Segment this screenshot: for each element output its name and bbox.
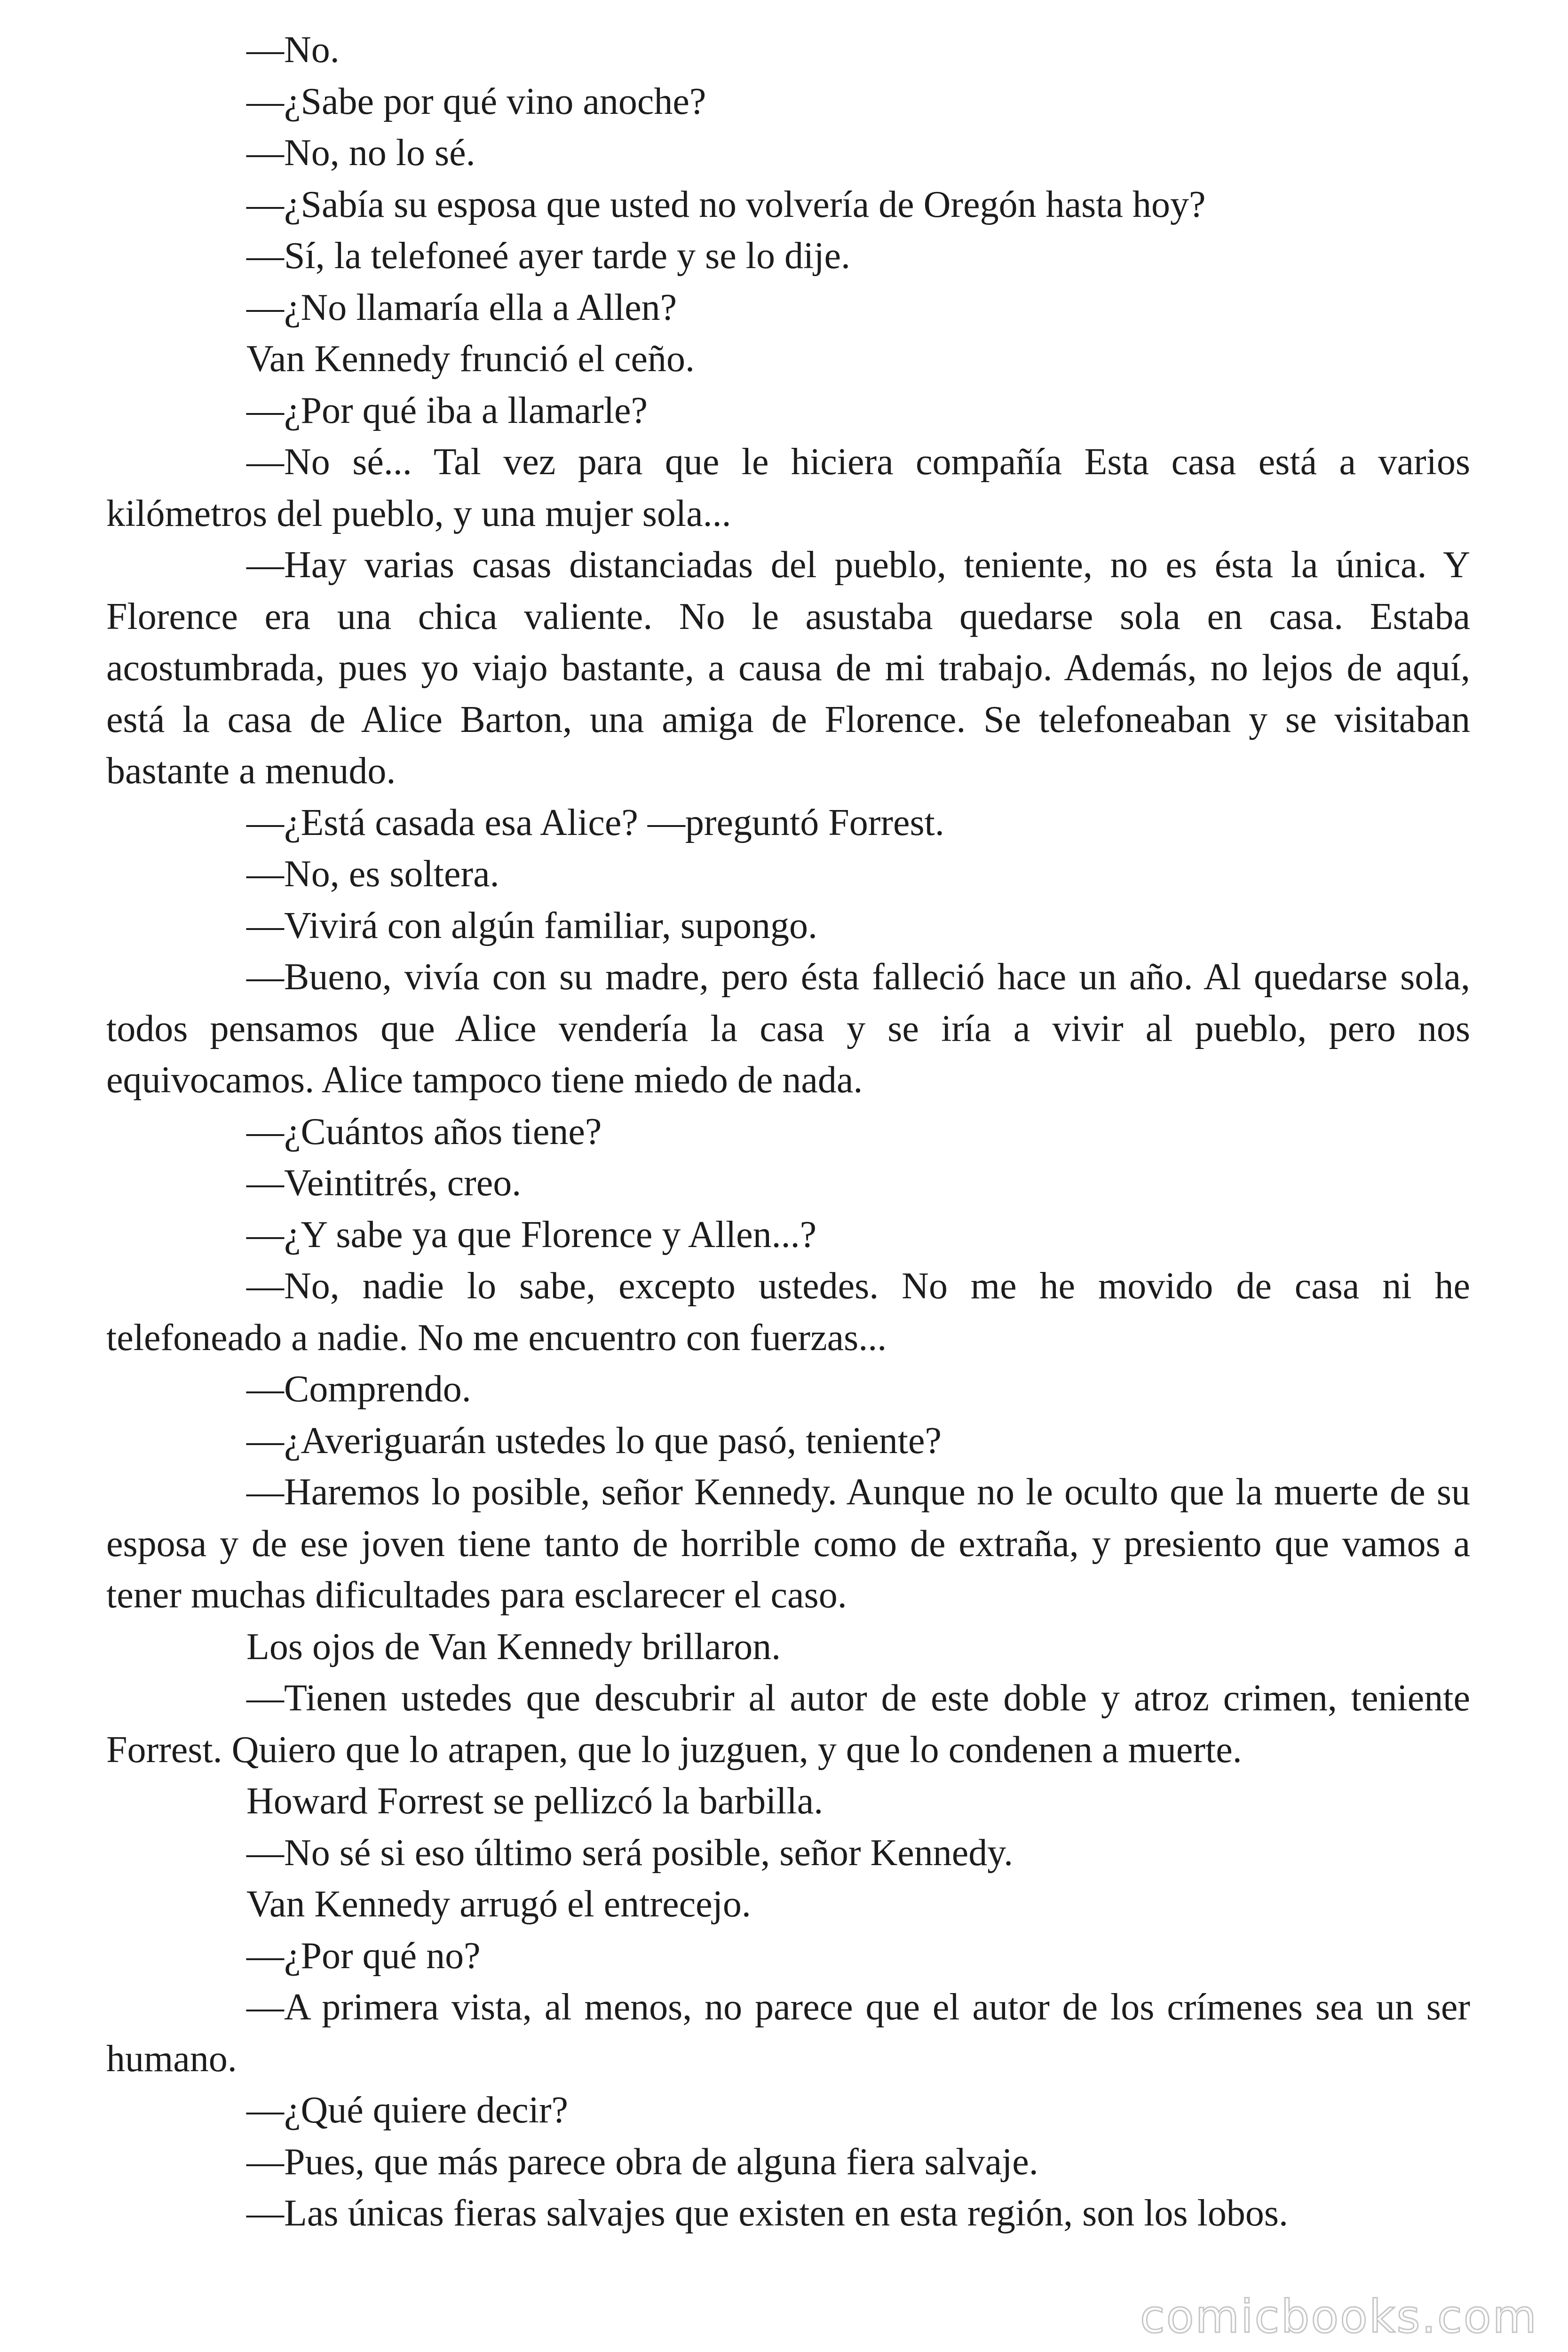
paragraph: —¿Cuántos años tiene? <box>246 1111 602 1152</box>
paragraph: —No, nadie lo sabe, excepto ustedes. No me he movido de casa ni he telefoneado a nadie. No me encuentro con fuerzas... <box>106 1265 1470 1359</box>
paragraph: —No sé si eso último será posible, señor Kennedy. <box>246 1832 1014 1874</box>
paragraph: —A primera vista, al menos, no parece que el autor de los crímenes sea un ser humano. <box>106 1986 1470 2080</box>
paragraph: —Veintitrés, creo. <box>246 1162 522 1204</box>
paragraph: Van Kennedy arrugó el entrecejo. <box>246 1883 751 1925</box>
paragraph: —¿Por qué iba a llamarle? <box>246 389 648 431</box>
paragraph: Los ojos de Van Kennedy brillaron. <box>246 1626 781 1668</box>
paragraph: —¿Qué quiere decir? <box>246 2090 569 2131</box>
paragraph: —No, no lo sé. <box>246 132 475 174</box>
site-watermark: comicbooks.com <box>1140 2290 1538 2343</box>
paragraph: —Hay varias casas distanciadas del pueblo, teniente, no es ésta la única. Y Florence era una chica valiente. No le asustaba quedarse sola en casa. Estaba acostumbrada, pues yo viajo bastante, a causa de mi trabajo. Además, no lejos de aquí, está la casa de Alice Barton, una amiga de Florence. Se telefoneaban y se visitaban bastante a menudo. <box>106 544 1470 792</box>
paragraph: —Haremos lo posible, señor Kennedy. Aunque no le oculto que la muerte de su esposa y de ese joven tiene tanto de horrible como de extraña, y presiento que vamos a tener muchas dificultades para esclarecer el caso. <box>106 1471 1470 1616</box>
paragraph: —¿Por qué no? <box>246 1935 481 1977</box>
paragraph: —¿Averiguarán ustedes lo que pasó, teniente? <box>246 1420 942 1462</box>
paragraph: —Comprendo. <box>246 1368 471 1410</box>
paragraph: —¿Está casada esa Alice? —preguntó Forrest. <box>246 802 944 843</box>
paragraph: —Las únicas fieras salvajes que existen en esta región, son los lobos. <box>246 2193 1288 2234</box>
paragraph: —No. <box>246 29 340 71</box>
paragraph: —Tienen ustedes que descubrir al autor de este doble y atroz crimen, teniente Forrest. Quiero que lo atrapen, que lo juzguen, y que lo condenen a muerte. <box>106 1677 1470 1771</box>
paragraph: —Vivirá con algún familiar, supongo. <box>246 905 817 946</box>
paragraph: Howard Forrest se pellizcó la barbilla. <box>246 1780 824 1822</box>
body-text <box>106 24 1470 2240</box>
paragraph: —¿Y sabe ya que Florence y Allen...? <box>246 1214 817 1255</box>
paragraph: —¿Sabe por qué vino anoche? <box>246 80 706 122</box>
paragraph: —No, es soltera. <box>246 853 499 895</box>
paragraph: Van Kennedy frunció el ceño. <box>246 338 695 380</box>
paragraph: —Sí, la telefoneé ayer tarde y se lo dije. <box>246 235 850 277</box>
paragraph: —Pues, que más parece obra de alguna fiera salvaje. <box>246 2141 1038 2183</box>
paragraph: —¿No llamaría ella a Allen? <box>246 286 677 328</box>
paragraph: —¿Sabía su esposa que usted no volvería de Oregón hasta hoy? <box>246 183 1206 225</box>
paragraph: —Bueno, vivía con su madre, pero ésta falleció hace un año. Al quedarse sola, todos pensamos que Alice vendería la casa y se iría a vivir al pueblo, pero nos equivocamos. Alice tampoco tiene miedo de nada. <box>106 956 1470 1101</box>
paragraph: —No sé... Tal vez para que le hiciera compañía Esta casa está a varios kilómetros del pueblo, y una mujer sola... <box>106 441 1470 534</box>
